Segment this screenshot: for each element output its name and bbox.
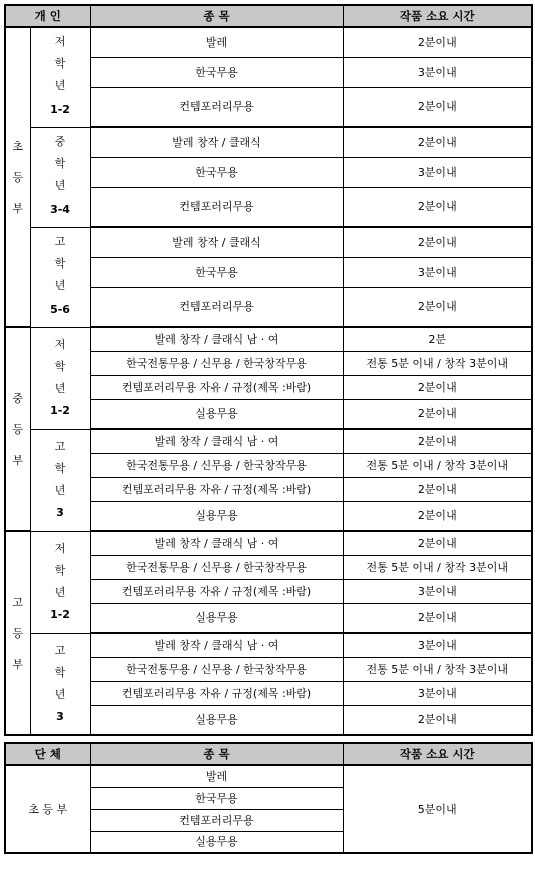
grade-group-label (30, 127, 90, 227)
time-cell: 3분이내 (343, 681, 532, 705)
time-cell: 2분이내 (343, 87, 532, 127)
grade-label-char: 5-6 (50, 303, 70, 316)
division-label (5, 531, 30, 735)
grade-label-char: 저 (54, 542, 66, 555)
grade-label-char: 년 (54, 279, 66, 292)
event-cell: 실용무용 (90, 603, 343, 633)
time-cell: 전통 5분 이내 / 창작 3분이내 (343, 555, 532, 579)
event-cell: 한국무용 (90, 57, 343, 87)
event-cell: 한국전통무용 / 신무용 / 한국창작무용 (90, 657, 343, 681)
time-cell: 2분이내 (343, 603, 532, 633)
individual-events-table (4, 4, 533, 736)
header-time: 작품 소요 시간 (343, 5, 532, 27)
event-cell: 한국전통무용 / 신무용 / 한국창작무용 (90, 351, 343, 375)
time-cell: 3분이내 (343, 157, 532, 187)
event-cell: 컨템포러리무용 (90, 87, 343, 127)
grade-group-label (30, 531, 90, 633)
grade-label-char: 학 (54, 157, 66, 170)
event-cell: 컨템포러리무용 (90, 287, 343, 327)
time-cell: 3분이내 (343, 633, 532, 657)
grade-label-char: 중 (54, 135, 66, 148)
table-row (5, 531, 532, 555)
grade-group-label (30, 327, 90, 429)
event-cell: 한국전통무용 / 신무용 / 한국창작무용 (90, 453, 343, 477)
table-row (5, 27, 532, 57)
event-cell: 발레 창작 / 클래식 남 · 여 (90, 429, 343, 453)
time-cell: 2분이내 (343, 399, 532, 429)
table-row (5, 633, 532, 657)
grade-label-char: 년 (54, 586, 66, 599)
division-label-char: 초 (12, 139, 24, 153)
event-cell: 발레 창작 / 클래식 (90, 227, 343, 257)
header-event: 종 목 (90, 5, 343, 27)
group-header-category: 단 체 (5, 743, 90, 765)
grade-label-char: 학 (54, 564, 66, 577)
division-label-char: 부 (12, 657, 24, 671)
table-row (5, 127, 532, 157)
event-cell: 발레 창작 / 클래식 남 · 여 (90, 327, 343, 351)
event-cell: 발레 창작 / 클래식 (90, 127, 343, 157)
division-label-char: 부 (12, 453, 24, 467)
division-label-char: 중 (12, 391, 24, 405)
event-cell: 실용무용 (90, 399, 343, 429)
grade-label-char: 고 (54, 643, 66, 657)
group-event-cell: 발레 (90, 765, 343, 787)
time-cell: 2분 (343, 327, 532, 351)
time-cell: 2분이내 (343, 227, 532, 257)
grade-label-char: 3-4 (50, 203, 70, 216)
group-division-label: 초 등 부 (5, 765, 90, 853)
table-row (5, 327, 532, 351)
division-label-char: 등 (12, 626, 24, 640)
event-cell: 발레 (90, 27, 343, 57)
grade-label-char: 년 (54, 79, 66, 93)
division-label-char: 등 (12, 170, 24, 184)
event-cell: 컨템포러리무용 자유 / 규정(제목 :바람) (90, 579, 343, 603)
time-cell: 3분이내 (343, 579, 532, 603)
event-cell: 실용무용 (90, 705, 343, 735)
time-cell: 전통 5분 이내 / 창작 3분이내 (343, 351, 532, 375)
time-cell: 3분이내 (343, 257, 532, 287)
event-cell: 한국무용 (90, 157, 343, 187)
event-cell: 발레 창작 / 클래식 남 · 여 (90, 633, 343, 657)
grade-label-char: 3 (56, 709, 64, 723)
time-cell: 2분이내 (343, 477, 532, 501)
table-row (5, 227, 532, 257)
time-cell: 2분이내 (343, 287, 532, 327)
grade-label-char: 저 (54, 35, 66, 49)
event-cell: 발레 창작 / 클래식 남 · 여 (90, 531, 343, 555)
event-cell: 컨템포러리무용 자유 / 규정(제목 :바람) (90, 477, 343, 501)
grade-group-label (30, 633, 90, 735)
grade-label-char: 1-2 (50, 608, 70, 621)
time-cell: 2분이내 (343, 501, 532, 531)
grade-label-char: 학 (54, 462, 66, 475)
event-cell: 실용무용 (90, 501, 343, 531)
grade-label-char: 학 (54, 57, 66, 71)
division-label (5, 327, 30, 531)
division-label-char: 고 (12, 595, 24, 609)
grade-label-char: 저 (54, 338, 66, 351)
group-event-cell: 실용무용 (90, 831, 343, 853)
individual-header-row (5, 5, 532, 27)
time-cell: 2분이내 (343, 375, 532, 399)
group-event-cell: 한국무용 (90, 787, 343, 809)
grade-label-char: 년 (54, 687, 66, 701)
grade-label-char: 1-2 (50, 404, 70, 417)
grade-group-label (30, 227, 90, 327)
time-cell: 2분이내 (343, 127, 532, 157)
grade-label-char: 고 (54, 440, 66, 453)
division-label-char: 부 (12, 201, 24, 215)
time-cell: 2분이내 (343, 531, 532, 555)
event-cell: 한국무용 (90, 257, 343, 287)
event-cell: 컨템포러리무용 (90, 187, 343, 227)
division-label-char: 등 (12, 422, 24, 436)
time-cell: 전통 5분 이내 / 창작 3분이내 (343, 453, 532, 477)
time-cell: 3분이내 (343, 57, 532, 87)
grade-label-char: 학 (54, 360, 66, 373)
group-time-cell: 5분이내 (343, 765, 532, 853)
grade-label-char: 년 (54, 382, 66, 395)
grade-group-label (30, 429, 90, 531)
grade-group-label (30, 27, 90, 127)
grade-label-char: 3 (56, 506, 64, 519)
grade-label-char: 고 (54, 235, 66, 248)
time-cell: 2분이내 (343, 27, 532, 57)
group-header-time: 작품 소요 시간 (343, 743, 532, 765)
header-category: 개 인 (5, 5, 90, 27)
grade-label-char: 년 (54, 484, 66, 497)
group-events-table (4, 742, 533, 854)
group-event-cell: 컨템포러리무용 (90, 809, 343, 831)
grade-label-char: 학 (54, 665, 66, 679)
table-row (5, 429, 532, 453)
event-cell: 컨템포러리무용 자유 / 규정(제목 :바람) (90, 375, 343, 399)
time-cell: 2분이내 (343, 705, 532, 735)
group-header-event: 종 목 (90, 743, 343, 765)
group-header-row (5, 743, 532, 765)
time-cell: 2분이내 (343, 429, 532, 453)
grade-label-char: 년 (54, 179, 66, 192)
table-row (5, 765, 532, 787)
grade-label-char: 1-2 (50, 103, 70, 117)
grade-label-char: 학 (54, 257, 66, 270)
event-cell: 한국전통무용 / 신무용 / 한국창작무용 (90, 555, 343, 579)
event-cell: 컨템포러리무용 자유 / 규정(제목 :바람) (90, 681, 343, 705)
time-cell: 전통 5분 이내 / 창작 3분이내 (343, 657, 532, 681)
division-label (5, 27, 30, 327)
time-cell: 2분이내 (343, 187, 532, 227)
